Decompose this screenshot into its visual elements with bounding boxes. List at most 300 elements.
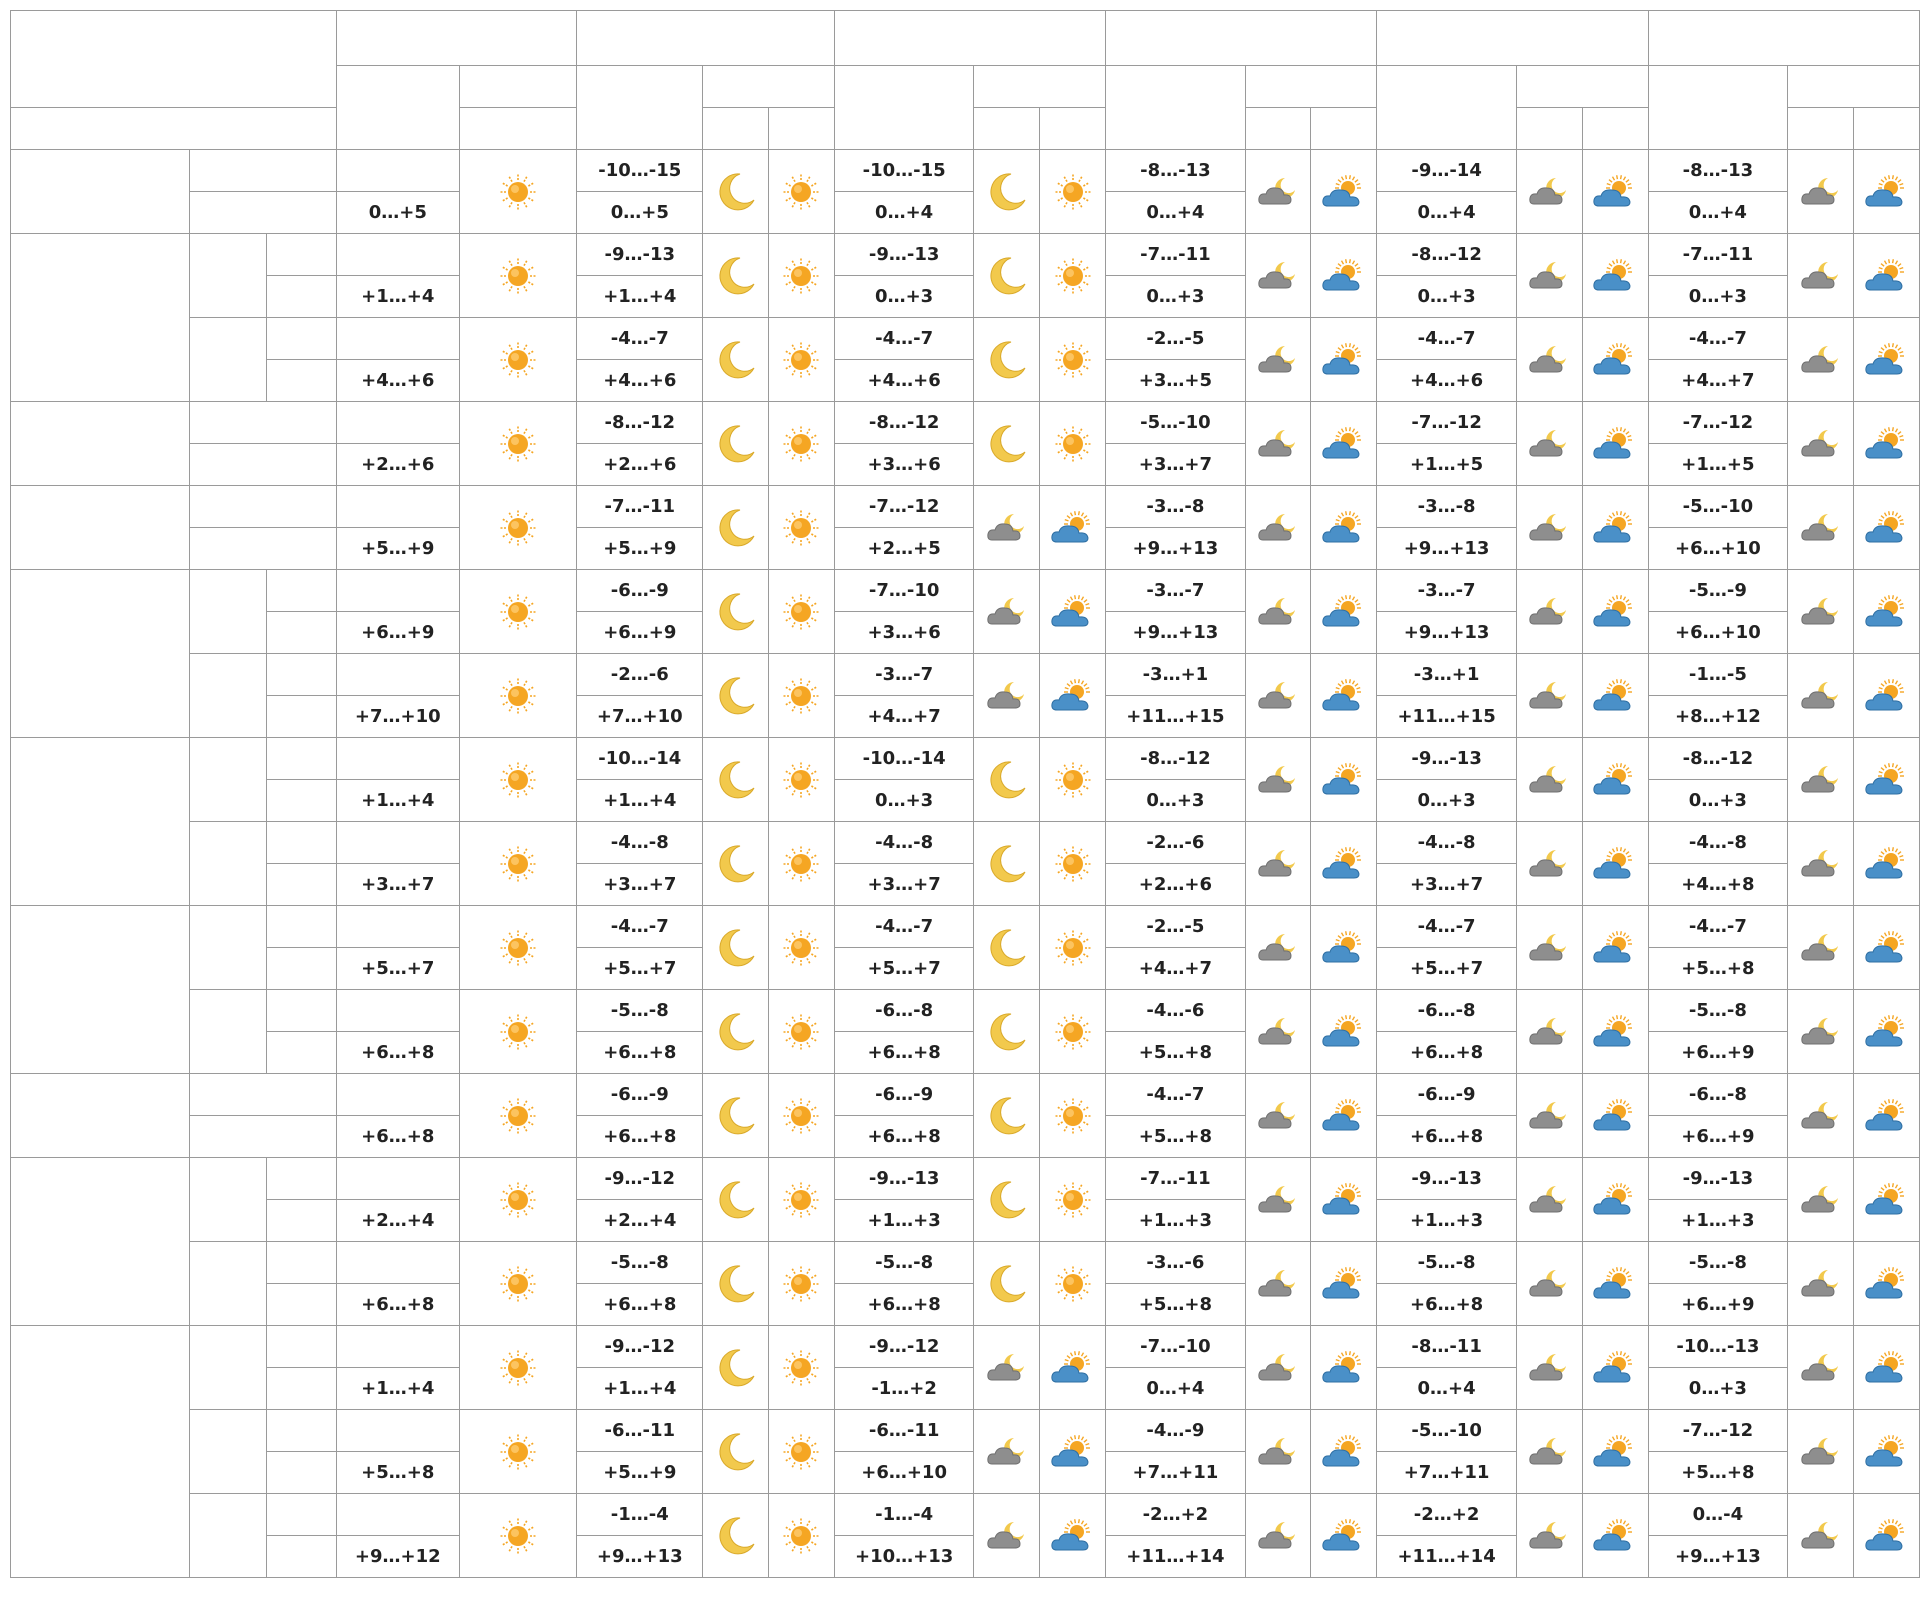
day-phenomenon — [1311, 1242, 1377, 1326]
temp-value: +6…+10 — [1674, 622, 1761, 643]
day-temp — [1106, 192, 1245, 234]
night-phenomenon — [1788, 318, 1854, 402]
day-phenomenon — [1854, 906, 1920, 990]
day-temp — [577, 528, 703, 570]
sun-cloud-icon — [1863, 340, 1911, 380]
day-temp — [1106, 1116, 1245, 1158]
day-temp — [1377, 1200, 1516, 1242]
day-label — [189, 528, 336, 570]
day-phenomenon — [768, 1158, 834, 1242]
subregion-label — [189, 318, 266, 402]
day-phenomenon — [1854, 738, 1920, 822]
sun-cloud-icon — [1320, 1012, 1368, 1052]
night-temp — [834, 1074, 974, 1116]
temp-value: +10…+13 — [854, 1546, 954, 1567]
day-label — [267, 1284, 336, 1326]
moon-cloud-icon — [1526, 1012, 1572, 1052]
moon-icon — [985, 422, 1029, 466]
night-header — [1516, 108, 1582, 150]
temp-value: +7…+11 — [1132, 1462, 1219, 1483]
night-phenomenon — [974, 990, 1040, 1074]
sun-cloud-icon — [1591, 1096, 1639, 1136]
sun-icon — [496, 506, 540, 550]
temp-value: +3…+7 — [603, 874, 677, 895]
temp-value: +2…+6 — [1138, 874, 1212, 895]
moon-cloud-icon — [1798, 424, 1844, 464]
night-temp — [1106, 486, 1245, 528]
day-phenomenon — [768, 1074, 834, 1158]
moon-cloud-icon — [1526, 844, 1572, 884]
day-temp — [1648, 612, 1788, 654]
moon-cloud-icon — [1526, 424, 1572, 464]
day-temp — [1106, 1536, 1245, 1578]
night-temp — [577, 1242, 703, 1284]
night-temp — [577, 990, 703, 1032]
moon-cloud-icon — [1526, 1180, 1572, 1220]
temp-value: -6…-9 — [1417, 1084, 1476, 1105]
moon-cloud-icon — [1526, 1348, 1572, 1388]
day-phenomenon — [1040, 486, 1106, 570]
temp-value: -10…-15 — [598, 160, 682, 181]
temp-value: +11…+15 — [1126, 706, 1225, 727]
temp-value: -9…-12 — [868, 1336, 940, 1357]
sun-cloud-icon — [1863, 676, 1911, 716]
night-phenomenon — [1516, 906, 1582, 990]
moon-icon — [985, 842, 1029, 886]
phenomenon-header — [1245, 66, 1377, 108]
night-temp — [1377, 1494, 1516, 1536]
day-header — [768, 108, 834, 150]
temp-value: -7…-10 — [868, 580, 940, 601]
temp-value: +1…+3 — [867, 1210, 941, 1231]
day-temp — [834, 1284, 974, 1326]
day-phenomenon — [460, 234, 577, 318]
day-temp — [834, 528, 974, 570]
night-label — [267, 906, 336, 948]
night-temp — [1648, 822, 1788, 864]
sun-cloud-icon — [1863, 1096, 1911, 1136]
night-temp — [1377, 234, 1516, 276]
night-label — [267, 654, 336, 696]
night-phenomenon — [703, 1410, 769, 1494]
night-temp — [1106, 738, 1245, 780]
moon-icon — [714, 1010, 758, 1054]
day-header — [1854, 108, 1920, 150]
night-temp — [1106, 234, 1245, 276]
day-temp — [577, 780, 703, 822]
day-phenomenon — [768, 318, 834, 402]
night-phenomenon — [1245, 738, 1311, 822]
moon-cloud-icon — [1526, 1516, 1572, 1556]
day-phenomenon — [460, 318, 577, 402]
temp-value: -8…-13 — [1140, 160, 1211, 181]
region-name — [11, 402, 190, 486]
day-phenomenon — [1854, 1158, 1920, 1242]
region-name — [11, 486, 190, 570]
temp-value: +9…+13 — [596, 1546, 683, 1567]
temp-value: -9…-13 — [1411, 1168, 1482, 1189]
day-phenomenon — [1040, 906, 1106, 990]
temp-value: +5…+7 — [1409, 958, 1484, 979]
temp-value: +1…+3 — [1409, 1210, 1484, 1231]
day-temp — [1377, 192, 1516, 234]
day-temp — [1106, 1284, 1245, 1326]
night-phenomenon — [1788, 906, 1854, 990]
day-phenomenon — [1582, 990, 1648, 1074]
night-label — [267, 570, 336, 612]
day-phenomenon — [1311, 570, 1377, 654]
day-temp — [336, 696, 459, 738]
temp-value: -10…-13 — [1676, 1336, 1760, 1357]
day-temp — [336, 1032, 459, 1074]
moon-cloud-icon — [1526, 928, 1572, 968]
moon-cloud-icon — [1798, 1012, 1844, 1052]
sun-icon — [496, 926, 540, 970]
phenomenon-header — [703, 66, 835, 108]
day-label — [267, 864, 336, 906]
night-temp — [577, 906, 703, 948]
day-label — [189, 444, 336, 486]
day-phenomenon — [1854, 150, 1920, 234]
temp-value: +4…+6 — [361, 370, 435, 391]
sun-cloud-icon — [1863, 928, 1911, 968]
day-temp — [1106, 360, 1245, 402]
moon-cloud-icon — [1526, 676, 1572, 716]
day-temp — [1106, 864, 1245, 906]
night-phenomenon — [1788, 1158, 1854, 1242]
temp-value: 0…+4 — [1417, 1378, 1476, 1399]
temp-value: +2…+6 — [361, 454, 435, 475]
day-phenomenon — [1040, 822, 1106, 906]
moon-cloud-icon — [1798, 676, 1844, 716]
night-temp — [336, 570, 459, 612]
moon-cloud-icon — [1255, 1432, 1301, 1472]
sun-cloud-icon — [1591, 1180, 1639, 1220]
day-phenomenon — [460, 738, 577, 822]
temp-value: +5…+8 — [1138, 1126, 1212, 1147]
region-name — [11, 1074, 190, 1158]
sun-cloud-icon — [1320, 676, 1368, 716]
day-phenomenon — [1582, 150, 1648, 234]
temp-value: 0…+4 — [1146, 1378, 1205, 1399]
night-temp — [577, 570, 703, 612]
night-phenomenon — [974, 1410, 1040, 1494]
temp-value: -4…-7 — [610, 916, 669, 937]
night-temp — [1377, 1158, 1516, 1200]
night-phenomenon — [1788, 1326, 1854, 1410]
day-phenomenon — [1040, 738, 1106, 822]
day-temp — [834, 1452, 974, 1494]
day-temp — [577, 444, 703, 486]
day-temp — [577, 1200, 703, 1242]
header-row-dates — [11, 11, 1920, 66]
night-phenomenon — [1245, 150, 1311, 234]
night-temp — [577, 1494, 703, 1536]
day-phenomenon — [1311, 318, 1377, 402]
day-temp — [834, 780, 974, 822]
day-phenomenon — [1311, 1410, 1377, 1494]
day-temp — [1648, 360, 1788, 402]
night-temp — [336, 1410, 459, 1452]
temp-value: +6…+9 — [1681, 1294, 1755, 1315]
temp-header — [336, 66, 459, 150]
night-phenomenon — [974, 906, 1040, 990]
sun-icon — [496, 254, 540, 298]
temp-value: 0…+3 — [1146, 286, 1205, 307]
date-header — [1648, 11, 1919, 66]
moon-cloud-icon — [1526, 340, 1572, 380]
day-phenomenon — [1582, 1074, 1648, 1158]
table-row — [11, 150, 1920, 192]
sun-icon — [496, 170, 540, 214]
sun-icon — [1051, 926, 1095, 970]
moon-icon — [714, 170, 758, 214]
day-temp — [336, 360, 459, 402]
day-label — [267, 612, 336, 654]
temp-value: -2…-6 — [1146, 832, 1205, 853]
day-phenomenon — [1040, 570, 1106, 654]
temp-value: -4…-6 — [1146, 1000, 1205, 1021]
night-temp — [834, 570, 974, 612]
sun-cloud-icon — [1591, 172, 1639, 212]
temp-value: 0…+3 — [1688, 286, 1747, 307]
day-temp — [1377, 864, 1516, 906]
moon-icon — [714, 758, 758, 802]
night-label — [267, 822, 336, 864]
night-phenomenon — [1788, 234, 1854, 318]
temp-value: +1…+4 — [361, 1378, 435, 1399]
day-phenomenon — [460, 1326, 577, 1410]
day-temp — [336, 948, 459, 990]
temp-value: -6…-9 — [610, 580, 669, 601]
night-temp — [1106, 822, 1245, 864]
day-phenomenon — [460, 1410, 577, 1494]
night-phenomenon — [1516, 318, 1582, 402]
day-temp — [834, 276, 974, 318]
sun-cloud-icon — [1863, 844, 1911, 884]
night-phenomenon — [974, 1326, 1040, 1410]
moon-icon — [985, 926, 1029, 970]
date-header — [336, 11, 577, 66]
night-phenomenon — [1516, 486, 1582, 570]
day-label — [189, 1116, 336, 1158]
moon-cloud-icon — [1255, 1180, 1301, 1220]
moon-cloud-icon — [1526, 592, 1572, 632]
sun-cloud-icon — [1049, 1348, 1097, 1388]
temp-value: +3…+6 — [867, 454, 941, 475]
day-temp — [577, 864, 703, 906]
forecast-table-container — [10, 10, 1920, 1578]
sun-icon — [496, 1010, 540, 1054]
sun-icon — [1051, 422, 1095, 466]
night-temp — [336, 1158, 459, 1200]
moon-cloud-icon — [1255, 1264, 1301, 1304]
temp-value: -9…-13 — [604, 244, 676, 265]
sun-icon — [779, 422, 823, 466]
sun-cloud-icon — [1591, 340, 1639, 380]
sun-cloud-icon — [1863, 592, 1911, 632]
temp-value: -9…-13 — [868, 1168, 940, 1189]
sun-icon — [496, 1262, 540, 1306]
day-label — [267, 696, 336, 738]
day-temp — [577, 1116, 703, 1158]
moon-cloud-icon — [1255, 592, 1301, 632]
moon-icon — [714, 1430, 758, 1474]
sun-cloud-icon — [1320, 508, 1368, 548]
region-name — [11, 570, 190, 738]
night-phenomenon — [703, 906, 769, 990]
sun-cloud-icon — [1320, 592, 1368, 632]
night-temp — [1106, 990, 1245, 1032]
moon-cloud-icon — [1255, 424, 1301, 464]
moon-icon — [985, 338, 1029, 382]
night-temp — [1106, 654, 1245, 696]
night-temp — [577, 1326, 703, 1368]
temp-value: +2…+4 — [361, 1210, 435, 1231]
moon-icon — [985, 1178, 1029, 1222]
night-label — [267, 1242, 336, 1284]
day-label — [267, 1032, 336, 1074]
table-title — [11, 11, 337, 108]
day-temp — [834, 1536, 974, 1578]
region-name — [11, 150, 190, 234]
night-temp — [834, 654, 974, 696]
sun-cloud-icon — [1049, 592, 1097, 632]
temp-value: -8…-12 — [868, 412, 940, 433]
day-phenomenon — [460, 1158, 577, 1242]
day-temp — [1648, 528, 1788, 570]
subregion-label — [189, 1158, 266, 1242]
table-row — [11, 486, 1920, 528]
night-temp — [1377, 570, 1516, 612]
night-temp — [1377, 486, 1516, 528]
night-phenomenon — [1516, 1494, 1582, 1578]
day-label — [267, 780, 336, 822]
day-phenomenon — [768, 738, 834, 822]
day-temp — [1648, 1536, 1788, 1578]
night-phenomenon — [703, 990, 769, 1074]
subregion-label — [189, 1494, 266, 1578]
night-phenomenon — [1516, 1326, 1582, 1410]
temp-value: -4…-7 — [610, 328, 669, 349]
night-temp — [1377, 150, 1516, 192]
moon-cloud-icon — [984, 1432, 1030, 1472]
table-row — [11, 570, 1920, 612]
temp-value: +4…+8 — [1681, 874, 1755, 895]
sun-cloud-icon — [1320, 844, 1368, 884]
night-temp — [1377, 654, 1516, 696]
night-phenomenon — [1788, 402, 1854, 486]
night-phenomenon — [1245, 1158, 1311, 1242]
sun-icon — [779, 1346, 823, 1390]
day-label — [189, 192, 336, 234]
sun-icon — [779, 1430, 823, 1474]
sun-cloud-icon — [1863, 424, 1911, 464]
temp-value: +6…+8 — [1409, 1042, 1484, 1063]
day-phenomenon — [1854, 1074, 1920, 1158]
temp-value: +6…+10 — [1674, 538, 1761, 559]
moon-cloud-icon — [1798, 844, 1844, 884]
day-phenomenon — [460, 990, 577, 1074]
day-temp — [577, 1284, 703, 1326]
day-phenomenon — [1582, 570, 1648, 654]
night-label — [267, 738, 336, 780]
night-label — [267, 1158, 336, 1200]
temp-header — [1648, 66, 1788, 150]
day-phenomenon — [1582, 822, 1648, 906]
temp-value: -4…-9 — [1146, 1420, 1205, 1441]
night-temp — [1648, 486, 1788, 528]
day-temp — [577, 948, 703, 990]
night-temp — [336, 486, 459, 528]
moon-cloud-icon — [1798, 1264, 1844, 1304]
day-temp — [1377, 1116, 1516, 1158]
temp-value: -1…+2 — [871, 1378, 937, 1399]
night-label — [189, 150, 336, 192]
day-phenomenon — [768, 990, 834, 1074]
sun-cloud-icon — [1320, 340, 1368, 380]
temp-value: -8…-11 — [1411, 1336, 1482, 1357]
day-phenomenon — [460, 654, 577, 738]
moon-cloud-icon — [1526, 256, 1572, 296]
night-phenomenon — [974, 1494, 1040, 1578]
temp-value: +1…+4 — [361, 790, 435, 811]
moon-cloud-icon — [984, 1348, 1030, 1388]
table-row — [11, 1326, 1920, 1368]
night-temp — [834, 906, 974, 948]
moon-cloud-icon — [1526, 1264, 1572, 1304]
table-row — [11, 1494, 1920, 1536]
temp-value: -3…-6 — [1146, 1252, 1205, 1273]
subregion-label — [189, 1410, 266, 1494]
day-phenomenon — [1040, 318, 1106, 402]
night-header — [974, 108, 1040, 150]
sun-cloud-icon — [1863, 1180, 1911, 1220]
moon-cloud-icon — [984, 508, 1030, 548]
moon-icon — [985, 170, 1029, 214]
night-temp — [336, 654, 459, 696]
sun-icon — [779, 338, 823, 382]
night-label — [267, 1494, 336, 1536]
day-temp — [1106, 1200, 1245, 1242]
day-label — [267, 948, 336, 990]
sun-icon — [496, 1178, 540, 1222]
temp-value: 0…+4 — [1417, 202, 1476, 223]
moon-icon — [714, 422, 758, 466]
sun-icon — [779, 170, 823, 214]
moon-cloud-icon — [1798, 1516, 1844, 1556]
day-temp — [1377, 444, 1516, 486]
temp-value: +1…+4 — [603, 1378, 677, 1399]
day-phenomenon — [1040, 1326, 1106, 1410]
temp-value: -7…-12 — [1411, 412, 1482, 433]
moon-icon — [714, 254, 758, 298]
day-phenomenon — [1854, 1494, 1920, 1578]
temp-value: +6…+8 — [361, 1042, 435, 1063]
temp-value: +6…+8 — [1409, 1294, 1484, 1315]
temp-value: -1…-4 — [875, 1504, 934, 1525]
temp-value: -4…-7 — [875, 916, 934, 937]
day-temp — [1377, 360, 1516, 402]
day-phenomenon — [1040, 654, 1106, 738]
subregion-label — [189, 1242, 266, 1326]
temp-value: 0…+4 — [1688, 202, 1747, 223]
temp-value: -9…-13 — [868, 244, 940, 265]
temp-value: +9…+13 — [1403, 538, 1490, 559]
table-row — [11, 738, 1920, 780]
temp-value: 0…+3 — [875, 790, 934, 811]
day-phenomenon — [768, 654, 834, 738]
